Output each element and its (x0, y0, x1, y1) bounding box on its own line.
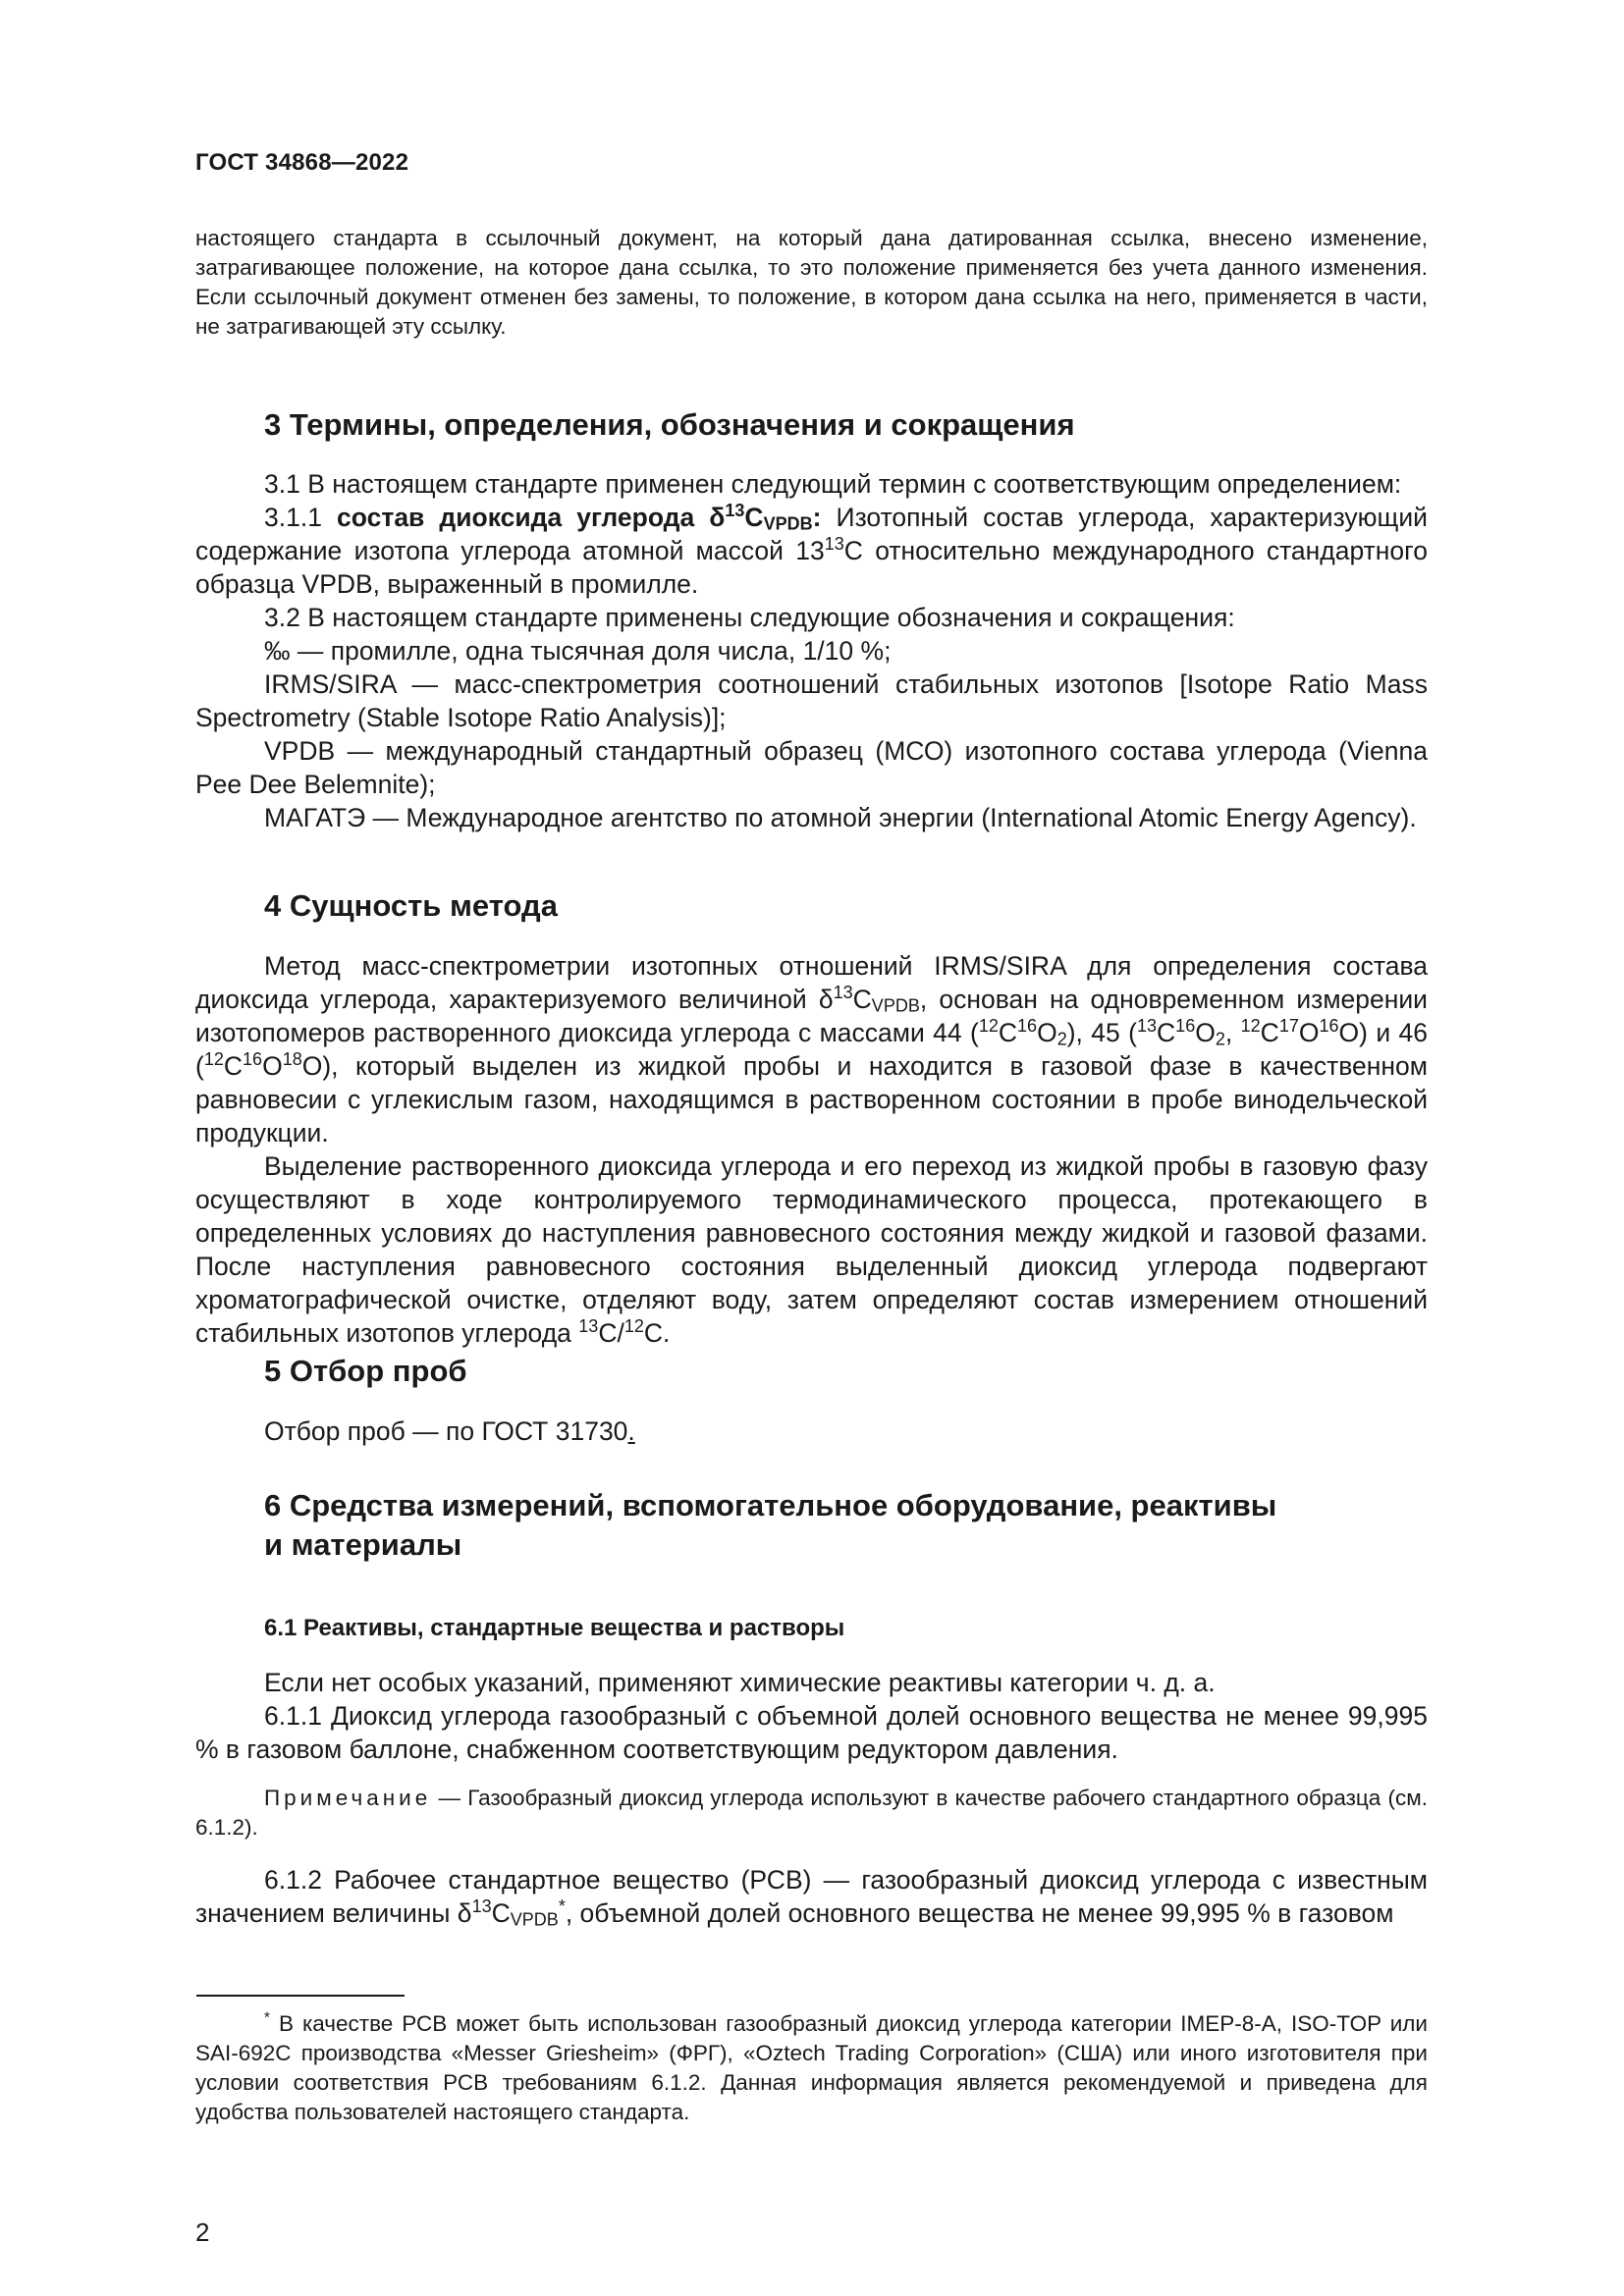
note-label: Примечание (264, 1786, 432, 1810)
paragraph-6-1-2: 6.1.2 Рабочее стандартное вещество (РСВ) — газообразный диоксид углерода с известным значением величины $\delta^{13}C_{VPDB}^*$, объемной долей основного вещества не менее 99,995 % в газовом (195, 1865, 1428, 1930)
intro-paragraph: настоящего стандарта в ссылочный документ, на который дана датированная ссылка, внесено изменение, затрагивающее положение, на которое дана ссылка, то это положение применяется без учета данного изменения. Если ссылочный документ отменен без замены, то положение, в котором дана ссылка на него, применяется в части, не затрагивающей эту ссылку. (195, 226, 1428, 339)
method-paragraph-2: Выделение растворенного диоксида углерода и его переход из жидкой пробы в газовую фазу осуществляют в ходе контролируемого термодинамического процесса, протекающего в определенных условиях до наступления равновесного состояния между жидкой и газовой фазами. После наступления равновесного состояния выделенный диоксид углерода подвергают хроматографической очистке, отделяют воду, затем определяют состав измерением отношений стабильных изотопов углерода $^{13}$C/$^{12}$C. (195, 1151, 1428, 1348)
footnote-reference: * (558, 1896, 566, 1917)
section-6-heading: 6 Средства измерений, вспомогательное оборудование, реактивы и материалы (264, 1488, 1277, 1562)
abbreviation-item: ‰ — промилле, одна тысячная доля числа, 1/10 %; (264, 636, 892, 666)
abbreviation-item: VPDB — международный стандартный образец (МСО) изотопного состава углерода (Vienna Pee Dee Belemnite); (195, 736, 1428, 799)
section-4-heading: 4 Сущность метода (264, 888, 558, 923)
page-number: 2 (195, 2217, 210, 2247)
paragraph-6-1-1: 6.1.1 Диоксид углерода газообразный с объемной долей основного вещества не менее 99,995 % в газовом баллоне, снабженном соответствующим редуктором давления. (195, 1701, 1428, 1764)
abbreviation-item: МАГАТЭ — Международное агентство по атомной энергии (International Atomic Energy Agency). (264, 803, 1417, 832)
subsection-6-1-heading: 6.1 Реактивы, стандартные вещества и растворы (264, 1615, 845, 1641)
abbreviation-item: IRMS/SIRA — масс-спектрометрия соотношений стабильных изотопов [Isotope Ratio Mass Spectrometry (Stable Isotope Ratio Analysis)]; (195, 669, 1428, 732)
section-3-body (195, 467, 1428, 834)
term: состав диоксида углерода $\delta^{13}C_{VPDB}$: (337, 501, 822, 534)
definition: Изотопный состав углерода, характеризующий содержание изотопа углерода атомной массой 13 (195, 503, 1428, 565)
standard-reference: Отбор проб — по ГОСТ 31730 (264, 1416, 628, 1446)
footnote (195, 2009, 1428, 2127)
footnote-text: В качестве РСВ может быть использован газообразный диоксид углерода категории IMEP-8-A, ISO-TOP или SAI-692C производства «Messer Griesheim» (ФРГ), «Oztech Trading Corporation» (США) или иного изготовителя при условии соответствия РСВ требованиям 6.1.2. Данная информация является рекомендуемой и приведена для удобства пользователей настоящего стандарта. (195, 2011, 1428, 2124)
paragraph-3-1: 3.1 В настоящем стандарте применен следующий термин с соответствующим определением: (264, 469, 1402, 499)
running-header: ГОСТ 34868—2022 (195, 149, 409, 176)
note (195, 1784, 1428, 1842)
paragraph-3-1-1: 3.1.1 состав диоксида углерода $\delta^{13}C_{VPDB}$: Изотопный состав углерода, характеризующий содержание изотопа углерода атомной массой $13^{13}C$ относительно международного стандартного образца VPDB, выраженный в промилле. (195, 501, 1428, 599)
general-requirement: Если нет особых указаний, применяют химические реактивы категории ч. д. а. (264, 1668, 1216, 1697)
sampling-paragraph: Отбор проб — по ГОСТ 31730. (264, 1416, 635, 1446)
clause-number: 3.1.1 (264, 503, 322, 532)
section-3-heading: 3 Термины, определения, обозначения и сокращения (264, 407, 1075, 442)
footnote-mark: * (264, 2009, 270, 2027)
section-5-heading: 5 Отбор проб (264, 1354, 467, 1388)
paragraph-3-2: 3.2 В настоящем стандарте применены следующие обозначения и сокращения: (264, 603, 1235, 632)
section-4-body (195, 949, 1428, 1350)
method-paragraph-1: Метод масс-спектрометрии изотопных отношений IRMS/SIRA для определения состава диоксида углерода, характеризуемого величиной $\delta^{13}C_{VPDB}$, основан на одновременном измерении изотопомеров растворенного диоксида углерода с массами 44 $(^{12}C^{16}O_2)$, 45 ($^{13}C^{16}O_2$, $^{12}C^{17}O^{16}O$) и 46 $(^{12}C^{16}O^{18}O)$, который выделен из жидкой пробы и находится в газовой фазе в качественном равновесии с углекислым газом, находящимся в растворенном состоянии в пробе винодельческой продукции. (195, 951, 1428, 1148)
footnote-divider (196, 1995, 405, 1997)
section-6-body (195, 1666, 1428, 1766)
note-text: — Газообразный диоксид углерода используют в качестве рабочего стандартного образца (см. 6.1.2). (195, 1786, 1428, 1840)
